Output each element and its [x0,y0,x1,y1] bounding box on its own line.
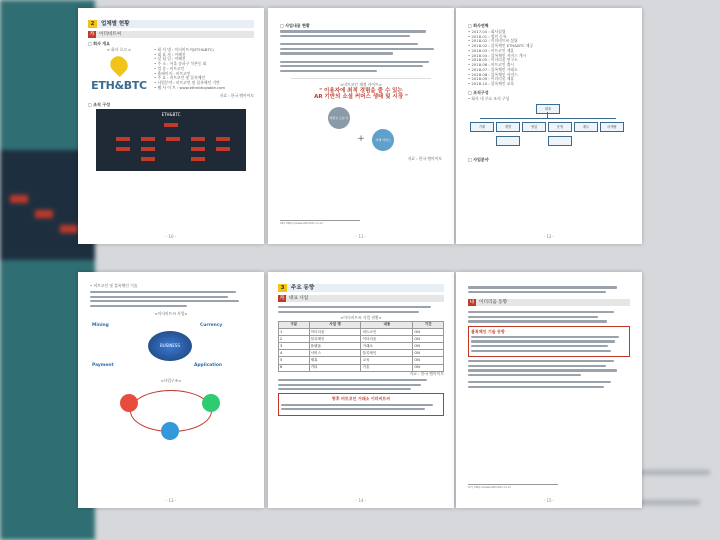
org-box [116,137,130,141]
table-row [279,328,444,335]
page-number: - 12 - [543,234,555,239]
org-chart-image [96,109,246,171]
background-tile [10,195,28,203]
highlight-box [468,326,630,358]
info-row: • 설 립 일 : 이혜진 [154,56,186,62]
left-circle-label: 재생성 소셜 사업 [329,116,349,143]
history-row: • 2018.08 : 블록체인 서비스 [468,71,518,77]
subsection-title: 대표 사업 [286,295,444,302]
org-chart [468,102,630,154]
table-cell: 비트코인 [361,328,413,335]
label-payment: Payment [92,362,114,368]
table-cell: 6 [279,364,310,371]
history-row: • 2018.02 : 블록체인 ETH&BTC 제공 [468,43,534,49]
history-heading: □ 회사연혁 [468,23,489,28]
table-cell: ON [413,364,444,371]
table-cell: ON [413,350,444,357]
table-cell: 기타 [309,364,361,371]
history-row: • 2018.04 : 블록체인 서비스 개시 [468,52,527,58]
history-row: • 2018.10 : 블록체인 교육 [468,81,515,87]
label-application: Application [194,362,223,368]
org-node: 마케팅 [600,122,624,132]
section-heading [278,284,444,292]
section-number: 2 [88,20,97,28]
logo-wordmark: ETH&BTC [91,78,147,92]
page-number: - 15 - [543,498,555,503]
table-cell: ON [413,335,444,342]
document-page-1[interactable] [78,8,264,244]
org-heading: □ 조직구성 [468,89,489,95]
subsection-title: 이더리움 동향 [476,299,630,306]
document-page-3[interactable] [456,8,642,244]
history-row: • 2018.06 : 비트코인 출시 [468,62,515,68]
table-row [279,343,444,350]
history-row: • 2018.05 : 이더리움 연구소 [468,57,518,63]
info-row: • 웹 사 이 트 : www.ethnbtcgloble.com [154,84,226,90]
org-node: 개발 [496,122,520,132]
subsection-tag: 나 [469,300,475,306]
org-node-sub [496,136,520,146]
left-circle [328,107,350,143]
history-row: • 2017.04 : 회사설립 [468,29,506,34]
info-row: • 홈페이지 : 비트코인 [154,70,191,76]
table-cell: 5 [279,357,310,364]
section-title: 주요 동향 [287,284,444,292]
business-diagram [90,317,252,379]
info-row: • 대 표 자 : 이혜진 [154,51,186,57]
node-icon [202,394,220,412]
location-pin-icon [107,53,131,77]
diagram-title: <이더비트씨 사업> [154,311,188,317]
table-header: 기간 [413,321,444,328]
org-box [141,137,155,141]
table-row [279,350,444,357]
subsection-tag: 가 [279,296,285,301]
info-row: • 업 종 : 비트코인 [154,65,185,71]
subsection-tag: 가 [89,32,95,37]
org-chart-title: ETH&BTC [161,112,181,118]
org-node-sub [548,136,572,146]
table-cell: 블록체인 [309,335,361,342]
right-circle [372,129,394,151]
history-row: • 2018.02 : 이더비트씨 설립 [468,38,518,44]
table-cell: ON [413,343,444,350]
quote-line-1: " 이용자에 최적 경험을 줄 수 있는 [319,87,403,94]
org-note: • 회사 내 주요 조직 구성 [468,95,510,101]
history-row: • 2018.03 : 비트코인 제휴 [468,47,515,53]
table-row [279,335,444,342]
logo-caption: < 회사 로고 > [106,47,132,52]
background-tile [35,210,53,218]
org-box [116,147,130,151]
history-row: • 2018.09 : 이더리움 제휴 [468,76,515,82]
org-box [216,137,230,141]
subsection-title: 이더비트씨 [96,31,254,38]
company-logo [88,48,150,92]
highlight-box [278,393,444,416]
source-note: 자료 : 한국 엠아이토 [219,93,254,99]
right-circle-label: 거래 서비스 [375,138,391,143]
table-cell: 4 [279,350,310,357]
document-page-2[interactable] [268,8,454,244]
table-cell: 이더리움 [361,335,413,342]
org-node: 운영 [548,122,572,132]
org-box [191,147,205,151]
info-row: • 주 소 : 서울 송파구 석촌동 외 [154,61,207,67]
structure-diagram [90,384,252,444]
page-number: - 11 - [355,234,367,239]
figure-title: <비트코인 재정 사이트> [340,81,382,87]
section-number: 3 [278,284,287,292]
org-node-top: 대표 [536,104,560,114]
history-row: • 2018.07 : 블록체인 거래소 [468,66,518,72]
label-mining: Mining [92,322,109,328]
label-currency: Currency [200,322,223,328]
plus-icon: + [357,134,365,145]
table-cell: 서비스 [309,350,361,357]
background-tile [60,225,78,233]
table-cell: 1 [279,328,310,335]
diagram2-title: <사업구조> [160,377,182,383]
business-table [278,321,444,372]
business-heading: □ 사업내용 현황 [280,23,310,28]
company-info-list [154,48,254,92]
table-cell: ON [413,357,444,364]
page-number: - 13 - [165,498,177,503]
org-box [191,137,205,141]
org-box [216,147,230,151]
org-node: 재무 [574,122,598,132]
history-row: • 2018.01 : 법인 등록 [468,33,507,39]
table-cell: 기술 [361,364,413,371]
table-header: 구분 [279,321,310,328]
table-header: 사업 명 [309,321,361,328]
org-heading: □ 조직 구성 [88,102,111,108]
org-node: 영업 [522,122,546,132]
table-title: <이더비트씨 사업 현황> [340,314,382,320]
node-icon [120,394,138,412]
table-cell: ON [413,328,444,335]
table-cell: 교육 [361,357,413,364]
document-page-6[interactable] [456,272,642,508]
source-note: 자료 : 한국 엠아이토 [409,370,444,376]
info-row: • 회 사 명 : 이더비트씨(ETH&BTC) [154,47,214,52]
table-cell: 3 [279,343,310,350]
org-box [141,147,155,151]
page-number: - 14 - [355,498,367,503]
highlight-box-title: 블록체인 기술 동향 [471,328,505,334]
section-title: 업체별 현황 [97,20,254,28]
table-cell: 플랫폼 [309,343,361,350]
table-header: 내용 [361,321,413,328]
footnote: 26) http://www.ethnbtc.co.kr [280,220,360,226]
subsection-heading [88,31,254,38]
org-box [164,123,178,127]
page-number: - 10 - [165,234,177,239]
source-note: 자료 : 한국 엠아이토 [407,156,442,162]
table-row [279,357,444,364]
intro-line: • 비트코인 및 블록체인 기술 [90,283,138,288]
section-heading [88,20,254,28]
org-connector [480,118,616,119]
org-node: 기획 [470,122,494,132]
business-hub: BUSINESS [148,331,192,361]
highlight-box-title: 향후 비트코인 거래소 이더비트씨 [331,396,391,402]
table-cell: 이더리움 [309,328,361,335]
table-cell: 블록체인 [361,350,413,357]
org-box [166,137,180,141]
info-row: • 사업분야 : 비트코인 및 블록체인 기반 [154,80,220,86]
quote-figure [291,78,431,151]
quote-line-2: AR 기반의 소셜 커머스 생태 및 시장 " [314,94,408,101]
table-cell: 거래소 [361,343,413,350]
org-box [141,157,155,161]
subsection-heading [278,295,444,302]
footnote: 27) http://www.ethnbtc.co.kr [468,484,558,490]
business-field-heading: □ 사업분야 [468,156,489,162]
org-box [191,157,205,161]
node-icon [161,422,179,440]
table-cell: 제휴 [309,357,361,364]
company-overview-heading: □ 회사 개요 [88,41,111,46]
subsection-heading [468,299,630,306]
table-cell: 2 [279,335,310,342]
info-row: • 주 요 : 비트코인 및 블록체인 [154,75,206,81]
document-page-5[interactable] [268,272,454,508]
document-page-4[interactable] [78,272,264,508]
